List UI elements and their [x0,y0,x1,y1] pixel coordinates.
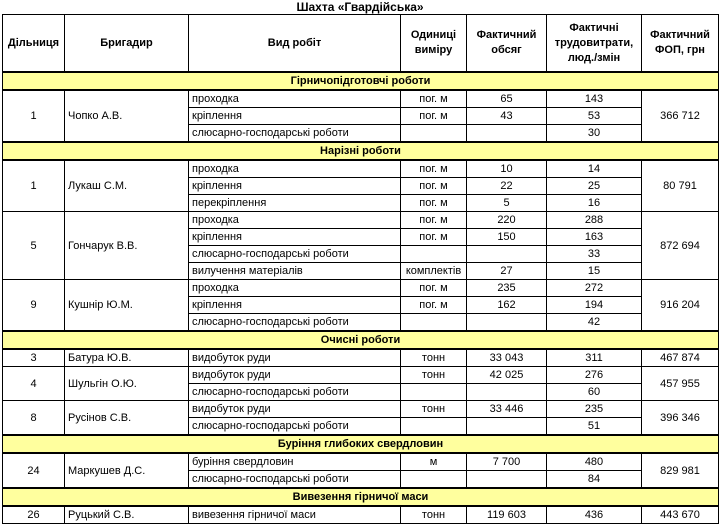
unit-cell: пог. м [401,108,467,125]
unit-cell: пог. м [401,229,467,246]
brigadier-cell: Гончарук В.В. [65,212,189,280]
brigadier-cell: Лукаш С.М. [65,160,189,212]
unit-cell: пог. м [401,178,467,195]
section-number-cell: 8 [3,401,65,436]
header-unit: Одиниці виміру [401,15,467,73]
brigadier-cell: Русінов С.В. [65,401,189,436]
document-title: Шахта «Гвардійська» [296,0,424,14]
unit-cell: пог. м [401,160,467,178]
section-title: Буріння глибоких свердловин [3,435,719,453]
brigades-table [2,14,719,524]
fop-cell: 457 955 [642,367,719,401]
brigadier-cell: Чопко А.В. [65,90,189,142]
fop-cell: 80 791 [642,160,719,212]
section-title: Нарізні роботи [3,142,719,160]
volume-cell [467,471,547,489]
labor-cell: 436 [547,506,642,524]
work-type-cell: кріплення [189,178,401,195]
labor-cell: 480 [547,453,642,471]
header-fop: Фактичний ФОП, грн [642,15,719,73]
volume-cell: 10 [467,160,547,178]
volume-cell [467,125,547,143]
table-row [3,90,719,108]
labor-cell: 143 [547,90,642,108]
volume-cell: 42 025 [467,367,547,384]
labor-cell: 276 [547,367,642,384]
volume-cell: 27 [467,263,547,280]
section-number-cell: 3 [3,349,65,367]
section-header-row [3,331,719,349]
section-title: Очисні роботи [3,331,719,349]
work-type-cell: слюсарно-господарські роботи [189,418,401,436]
work-type-cell: слюсарно-господарські роботи [189,471,401,489]
work-type-cell: вилучення матеріалів [189,263,401,280]
fop-cell: 829 981 [642,453,719,488]
work-type-cell: кріплення [189,297,401,314]
work-type-cell: проходка [189,212,401,229]
table-row [3,506,719,524]
section-number-cell: 24 [3,453,65,488]
header-volume: Фактичний обсяг [467,15,547,73]
table-row [3,453,719,471]
work-type-cell: перекріплення [189,195,401,212]
table-row [3,280,719,297]
volume-cell [467,246,547,263]
brigadier-cell: Шульгін О.Ю. [65,367,189,401]
labor-cell: 15 [547,263,642,280]
table-body [3,72,719,524]
section-number-cell: 5 [3,212,65,280]
fop-cell: 916 204 [642,280,719,332]
labor-cell: 16 [547,195,642,212]
volume-cell: 65 [467,90,547,108]
section-number-cell: 4 [3,367,65,401]
section-number-cell: 9 [3,280,65,332]
unit-cell [401,314,467,332]
unit-cell: м [401,453,467,471]
labor-cell: 42 [547,314,642,332]
unit-cell: пог. м [401,297,467,314]
header-labor: Фактичні трудовитрати, люд./змін [547,15,642,73]
work-type-cell: вивезення гірничої маси [189,506,401,524]
unit-cell: пог. м [401,280,467,297]
labor-cell: 51 [547,418,642,436]
labor-cell: 288 [547,212,642,229]
section-number-cell: 1 [3,160,65,212]
work-type-cell: видобуток руди [189,349,401,367]
volume-cell: 150 [467,229,547,246]
section-header-row [3,142,719,160]
labor-cell: 311 [547,349,642,367]
brigadier-cell: Маркушев Д.С. [65,453,189,488]
section-title: Гірничопідготовчі роботи [3,72,719,90]
unit-cell: тонн [401,401,467,418]
header-work-type: Вид робіт [189,15,401,73]
work-type-cell: видобуток руди [189,401,401,418]
fop-cell: 443 670 [642,506,719,524]
section-title: Вивезення гірничої маси [3,488,719,506]
unit-cell [401,384,467,401]
table-row [3,367,719,384]
labor-cell: 84 [547,471,642,489]
unit-cell: тонн [401,506,467,524]
table-row [3,349,719,367]
work-type-cell: проходка [189,90,401,108]
volume-cell: 22 [467,178,547,195]
volume-cell: 5 [467,195,547,212]
volume-cell: 43 [467,108,547,125]
labor-cell: 194 [547,297,642,314]
brigadier-cell: Кушнір Ю.М. [65,280,189,332]
section-header-row [3,72,719,90]
volume-cell: 162 [467,297,547,314]
table-row [3,212,719,229]
labor-cell: 53 [547,108,642,125]
brigadier-cell: Батура Ю.В. [65,349,189,367]
work-type-cell: буріння свердловин [189,453,401,471]
unit-cell [401,246,467,263]
labor-cell: 272 [547,280,642,297]
volume-cell [467,314,547,332]
work-type-cell: проходка [189,280,401,297]
section-header-row [3,488,719,506]
work-type-cell: кріплення [189,229,401,246]
fop-cell: 872 694 [642,212,719,280]
section-header-row [3,435,719,453]
brigadier-cell: Руцький С.В. [65,506,189,524]
unit-cell: тонн [401,349,467,367]
labor-cell: 60 [547,384,642,401]
section-number-cell: 1 [3,90,65,142]
table-row [3,160,719,178]
labor-cell: 30 [547,125,642,143]
section-number-cell: 26 [3,506,65,524]
header-brigadier: Бригадир [65,15,189,73]
unit-cell: тонн [401,367,467,384]
work-type-cell: слюсарно-господарські роботи [189,246,401,263]
unit-cell [401,471,467,489]
unit-cell: пог. м [401,195,467,212]
volume-cell: 33 446 [467,401,547,418]
volume-cell [467,384,547,401]
fop-cell: 366 712 [642,90,719,142]
work-type-cell: кріплення [189,108,401,125]
fop-cell: 467 874 [642,349,719,367]
work-type-cell: проходка [189,160,401,178]
work-type-cell: видобуток руди [189,367,401,384]
volume-cell: 235 [467,280,547,297]
labor-cell: 25 [547,178,642,195]
unit-cell [401,125,467,143]
unit-cell [401,418,467,436]
work-type-cell: слюсарно-господарські роботи [189,125,401,143]
unit-cell: пог. м [401,90,467,108]
volume-cell [467,418,547,436]
fop-cell: 396 346 [642,401,719,436]
volume-cell: 220 [467,212,547,229]
labor-cell: 33 [547,246,642,263]
volume-cell: 7 700 [467,453,547,471]
unit-cell: пог. м [401,212,467,229]
labor-cell: 14 [547,160,642,178]
work-type-cell: слюсарно-господарські роботи [189,314,401,332]
volume-cell: 33 043 [467,349,547,367]
header-section: Дільниця [3,15,65,73]
header-row [3,15,719,73]
unit-cell: комплектів [401,263,467,280]
labor-cell: 235 [547,401,642,418]
labor-cell: 163 [547,229,642,246]
table-row [3,401,719,418]
volume-cell: 119 603 [467,506,547,524]
work-type-cell: слюсарно-господарські роботи [189,384,401,401]
